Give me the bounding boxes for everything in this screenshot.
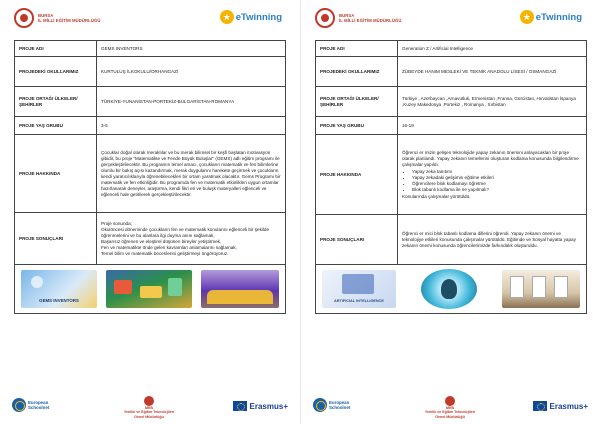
page-footer <box>313 396 588 418</box>
document-page-right <box>300 0 600 424</box>
etwinning-logo <box>220 10 282 24</box>
yegitek-text: Genel Müdürlüğü <box>134 414 164 419</box>
results-text <box>97 213 286 265</box>
yegitek-logo <box>421 396 479 419</box>
results-line: Proje sonunda; <box>101 220 132 226</box>
results-line: Fen ve matematikte önde gelen kavramları anlamalarını sağlamak, <box>101 244 237 250</box>
row-key: PROJE ADI <box>15 41 97 57</box>
row-value: 3-5 <box>97 117 286 135</box>
row-key: PROJEDEKİ OKULLARIMIZ <box>316 57 398 87</box>
meb-seal-icon <box>315 8 335 28</box>
european-schoolnet-logo <box>12 398 49 412</box>
page-footer <box>12 396 288 418</box>
meb-logo-text: İL MİLLİ EĞİTİM MÜDÜRLÜĞÜ <box>38 18 101 23</box>
row-key: PROJE ORTAĞI ÜLKELER/ŞEHİRLER <box>316 87 398 117</box>
about-bullet-list <box>402 169 582 193</box>
european-schoolnet-icon <box>313 398 327 412</box>
page-header <box>14 6 286 36</box>
results-line: Temel bilim ve matematik becerilerini geliştirmeyi öngörüyoruz. <box>101 250 229 256</box>
page-header <box>315 6 586 36</box>
about-bullet: • Yapay zekadaki gelişimin eğitime etkileri <box>412 175 582 181</box>
yegitek-text: Yenilik ve Eğitim Teknolojileri <box>424 410 476 415</box>
image-cell <box>316 265 587 314</box>
meb-logo-text: BURSA <box>339 12 355 18</box>
etwinning-star-icon: ★ <box>220 10 234 24</box>
erasmus-logo <box>233 401 288 411</box>
results-line: Okulöncesi döneminde çocukların fen ve matematik konularını eğlenceli bir şekilde öğrenmelerini ve bu alanlara ilgi duyma anını sağlamak, <box>101 226 270 238</box>
etwinning-logo-text: eTwinning <box>235 11 282 23</box>
yegitek-text: Genel Müdürlüğü <box>435 414 465 419</box>
row-value: Generation Z / Artificial Intelligence <box>398 41 587 57</box>
schoolnet-text: European <box>28 400 49 405</box>
european-schoolnet-logo <box>313 398 350 412</box>
meb-seal-icon <box>14 8 34 28</box>
erasmus-logo <box>533 401 588 411</box>
row-key: PROJE ADI <box>316 41 398 57</box>
about-outro: Konularında çalışmalar yürütüldü. <box>402 193 471 199</box>
meb-logo <box>315 8 401 28</box>
children-group-image <box>201 270 279 308</box>
image-cell <box>15 265 286 314</box>
about-text: Çocuklar doğal olarak meraklılar ve bu merak bilimsel bir keşfi başlatan motivasyon gibidir, bu proje "Matematikte ve Fende Büyük Buluşlar" (GEMS) adlı eğitim programı ile gerçekleştirilecektir. Bu programın temel amacı, çocukların matematik ve fen bilimlerine olumlu bir bakış açısı kazandırmak, merak duygularını harekete geçirmek ve çocukların kendi yaratıcılıklarıyla öğrenebilecekleri bir ortam yaratmak olacaktır. Gems Programı bir matematik ve fen etkinliğidir. Bu programda fen ve matematik etkinlikleri uygun ortamlar hazırlanarak deneyler, araştırma, kendi fikri eri ve buluşk materyalleri eğlenceli ve eğlenceli hale getirilerek gerçekleştirilecektir. <box>97 135 286 213</box>
ai-book-image <box>322 270 396 308</box>
yegitek-text: MEB <box>145 406 153 410</box>
row-value: GEMS INVENTORS <box>97 41 286 57</box>
about-bullet: • Yapay zeka tanıtımı <box>412 169 582 175</box>
eu-flag-icon <box>233 401 247 411</box>
etwinning-star-icon: ★ <box>520 10 534 24</box>
yegitek-text: MEB <box>446 406 454 410</box>
row-key: PROJE YAŞ GRUBU <box>316 117 398 135</box>
about-bullet: • Öğrencilere blok kodlamayı öğretme <box>412 181 582 187</box>
row-key: PROJEDEKİ OKULLARIMIZ <box>15 57 97 87</box>
schoolnet-text: European <box>329 400 350 405</box>
row-key: PROJE ORTAĞI ÜLKELER/ŞEHİRLER <box>15 87 97 117</box>
etwinning-logo <box>520 10 582 24</box>
row-key: PROJE SONUÇLARI <box>15 213 97 265</box>
yegitek-logo <box>120 396 178 419</box>
erasmus-text: Erasmus+ <box>249 401 288 411</box>
thumb-caption: ARTIFICIAL INTELLIGENCE <box>334 299 384 303</box>
yegitek-text: Yenilik ve Eğitim Teknolojileri <box>123 410 175 415</box>
row-key: PROJE YAŞ GRUBU <box>15 117 97 135</box>
project-table <box>14 40 286 314</box>
ai-gallery-image <box>502 270 580 308</box>
about-intro: Öğrenci er mizin gelişen teknolojide yapay zekanın önemini anlayacakları bir proje olarak planlandı. Yapay zekanın temellerini oluşturan kodlama konusunda bilgilendirme çalışmalar yapıldı. <box>402 149 579 167</box>
project-table <box>315 40 587 314</box>
generation-z-badge-image <box>421 269 477 309</box>
row-value: ZÜBEYDE HANIM MESLEKİ VE TEKNİK ANADOLU LİSESİ / OSMANGAZİ <box>398 57 587 87</box>
eu-flag-icon <box>533 401 547 411</box>
results-line: Başarısız öğrenen ve eleştirel düşünen bireyler yetiştirmek, <box>101 238 222 244</box>
yegitek-icon <box>144 396 154 406</box>
row-value: Türkiye , Azerbaycan ,Arnavutluk, Ermenistan ,Fransa, Gürcistan, Hırvatistan İspanya ,Kuzey Makedonya ,Portekiz , Romanya , Sırbistan <box>398 87 587 117</box>
classroom-activity-image <box>106 270 192 308</box>
about-text <box>398 135 587 215</box>
etwinning-logo-text: eTwinning <box>535 11 582 23</box>
results-text: Öğrenci er mici blok tabanlı kodlama dillerini öğrendi. Yapay zekanın önemi ve teknolojiye etkileri konusunda çalışmalar yürütüldü. Eğitimde ve Sosyal hayatta yapay zekanın önemi konusunda öğrencilerimizde farkındalık oluşturuldu. <box>398 215 587 265</box>
row-value: 16-19 <box>398 117 587 135</box>
erasmus-text: Erasmus+ <box>549 401 588 411</box>
gems-inventors-image <box>21 270 97 308</box>
thumb-caption: GEMS INVENTORS <box>39 298 79 303</box>
schoolnet-text: Schoolnet <box>329 405 351 410</box>
project-image-row <box>320 267 582 311</box>
meb-logo <box>14 8 100 28</box>
row-key: PROJE SONUÇLARI <box>316 215 398 265</box>
row-value: KURTULUŞ İLKOKULU/ORHANGAZİ <box>97 57 286 87</box>
meb-logo-text: BURSA <box>38 12 54 18</box>
european-schoolnet-icon <box>12 398 26 412</box>
meb-logo-text: İL MİLLİ EĞİTİM MÜDÜRLÜĞÜ <box>339 18 402 23</box>
row-key: PROJE HAKKINDA <box>316 135 398 215</box>
row-value: TÜRKİYE-YUNANİSTAN-PORTEKİZ-BULGARİSTAN-ROMANYA <box>97 87 286 117</box>
schoolnet-text: Schoolnet <box>28 405 50 410</box>
row-key: PROJE HAKKINDA <box>15 135 97 213</box>
yegitek-icon <box>445 396 455 406</box>
project-image-row <box>19 267 281 311</box>
about-bullet: • Blok tabanlı kodlama ile ne yapılmalı? <box>412 187 582 193</box>
